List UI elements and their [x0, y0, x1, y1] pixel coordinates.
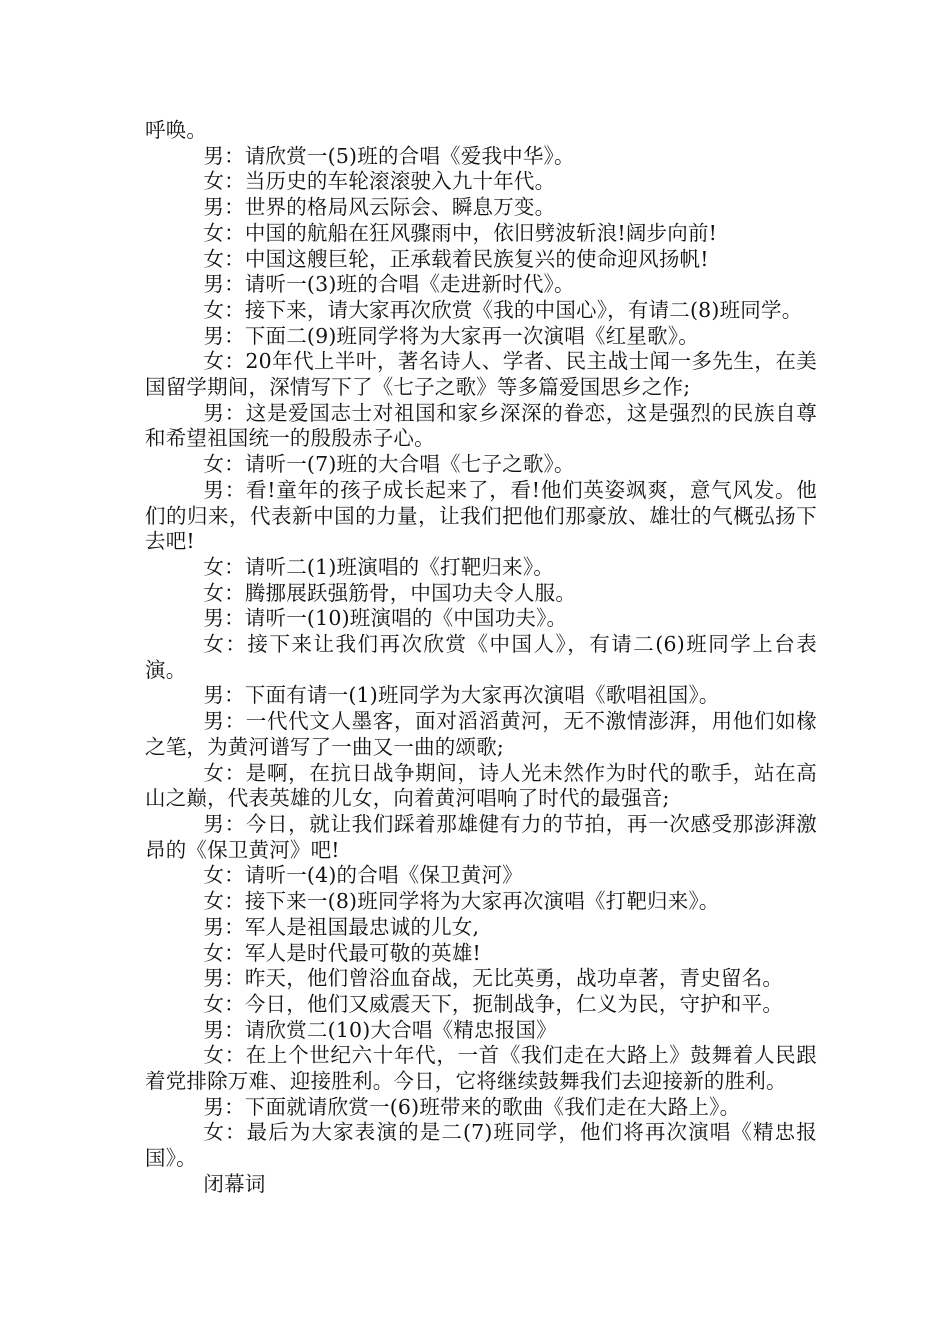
dialogue-line: 男：下面二(9)班同学将为大家再一次演唱《红星歌》。 — [203, 323, 699, 348]
dialogue-line: 男：今日，就让我们踩着那雄健有力的节拍，再一次感受那澎湃激昂的《保卫黄河》吧! — [145, 811, 817, 862]
dialogue-line: 女：请听一(7)班的大合唱《七子之歌》。 — [203, 452, 575, 477]
dialogue-line: 女：在上个世纪六十年代，一首《我们走在大路上》鼓舞着人民跟着党排除万难、迎接胜利。今日，它将继续鼓舞我们去迎接新的胜利。 — [145, 1043, 817, 1094]
dialogue-line: 男：一代代文人墨客，面对滔滔黄河，无不激情澎湃，用他们如椽之笔，为黄河谱写了一曲又一曲的颂歌; — [145, 709, 817, 759]
dialogue-line: 女：中国这艘巨轮，正承载着民族复兴的使命迎风扬帆! — [203, 246, 709, 271]
dialogue-line: 男：世界的格局风云际会、瞬息万变。 — [203, 195, 556, 220]
dialogue-line: 女：今日，他们又威震天下，扼制战争，仁义为民，守护和平。 — [203, 991, 784, 1016]
dialogue-line: 女：接下来一(8)班同学将为大家再次演唱《打靶归来》。 — [203, 889, 720, 914]
lead-line: 呼唤。 — [145, 118, 208, 142]
dialogue-line: 女：请听二(1)班演唱的《打靶归来》。 — [203, 554, 555, 579]
dialogue-line: 女：中国的航船在狂风骤雨中，依旧劈波斩浪!阔步向前! — [203, 220, 718, 245]
dialogue-line: 男：请欣赏一(5)班的合唱《爱我中华》。 — [203, 143, 575, 168]
script-text-body — [145, 118, 817, 1198]
dialogue-line: 男：这是爱国志士对祖国和家乡深深的眷恋，这是强烈的民族自尊和希望祖国统一的殷殷赤子心。 — [145, 400, 817, 451]
dialogue-line: 男：军人是祖国最忠诚的儿女, — [203, 914, 480, 939]
dialogue-line: 男：看!童年的孩子成长起来了，看!他们英姿飒爽，意气风发。他们的归来，代表新中国的力量，让我们把他们那豪放、雄壮的气概弘扬下去吧! — [145, 477, 817, 554]
dialogue-line: 女：军人是时代最可敬的英雄! — [203, 940, 481, 965]
dialogue-line: 女：接下来，请大家再次欣赏《我的中国心》，有请二(8)班同学。 — [203, 297, 803, 322]
dialogue-line: 女：当历史的车轮滚滚驶入九十年代。 — [203, 169, 556, 194]
dialogue-line: 女：腾挪展跃强筋骨，中国功夫令人服。 — [203, 580, 577, 605]
section-heading: 闭幕词 — [203, 1171, 266, 1196]
dialogue-line: 男：下面就请欣赏一(6)班带来的歌曲《我们走在大路上》。 — [203, 1094, 741, 1119]
dialogue-line: 女：20年代上半叶，著名诗人、学者、民主战士闻一多先生，在美国留学期间，深情写下了《七子之歌》等多篇爱国思乡之作; — [145, 349, 817, 400]
dialogue-line: 女：最后为大家表演的是二(7)班同学，他们将再次演唱《精忠报国》。 — [145, 1120, 817, 1171]
dialogue-line: 女：请听一(4)的合唱《保卫黄河》 — [203, 863, 523, 888]
dialogue-line: 男：请听一(10)班演唱的《中国功夫》。 — [203, 606, 568, 631]
dialogue-line: 女：接下来让我们再次欣赏《中国人》，有请二(6)班同学上台表演。 — [145, 632, 817, 682]
dialogue-line: 女：是啊，在抗日战争期间，诗人光未然作为时代的歌手，站在高山之巅，代表英雄的儿女，向着黄河唱响了时代的最强音; — [145, 760, 817, 811]
dialogue-line: 男：请欣赏二(10)大合唱《精忠报国》 — [203, 1017, 557, 1042]
dialogue-line: 男：下面有请一(1)班同学为大家再次演唱《歌唱祖国》。 — [203, 683, 720, 708]
dialogue-line: 男：昨天，他们曾浴血奋战，无比英勇，战功卓著，青史留名。 — [203, 966, 784, 991]
dialogue-line: 男：请听一(3)班的合唱《走进新时代》。 — [203, 272, 575, 297]
